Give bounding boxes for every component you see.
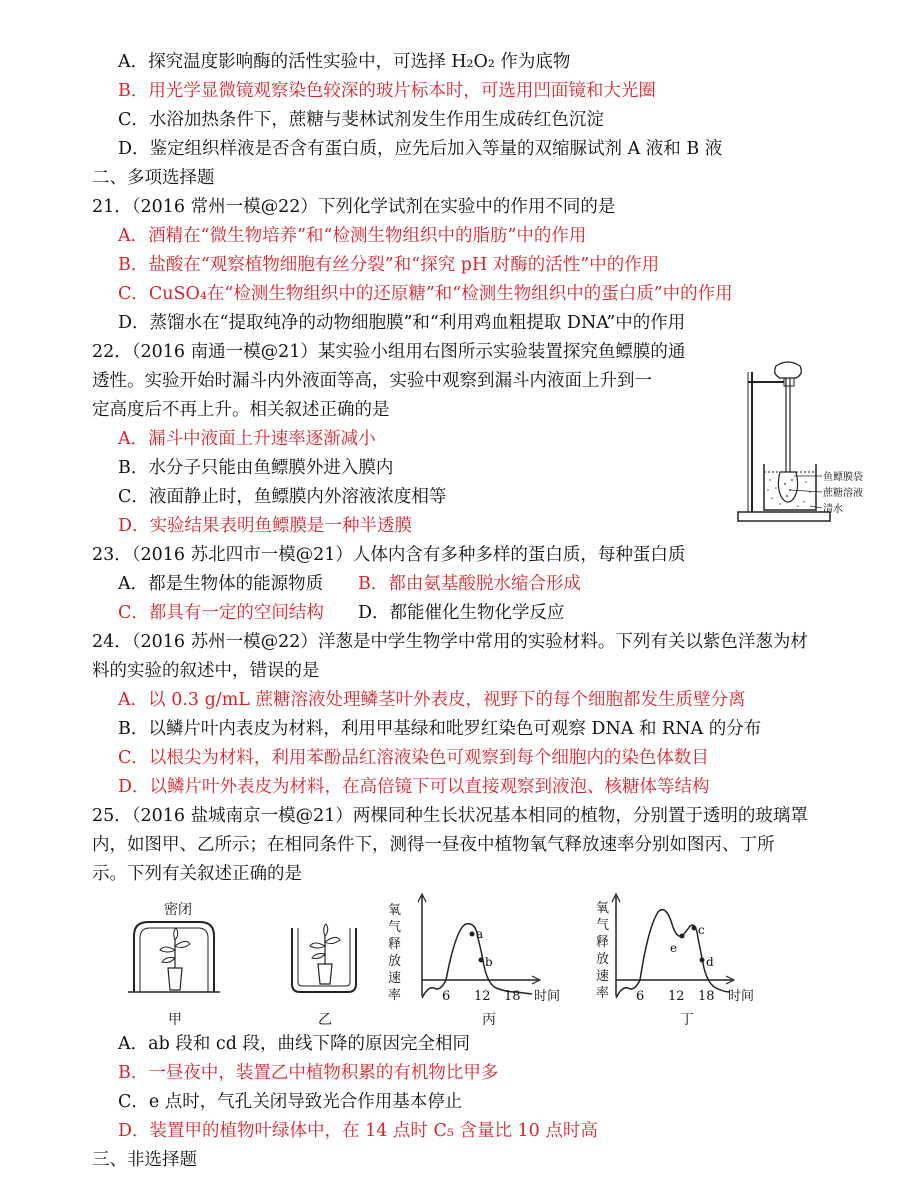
q23-option-b: B．都由氨基酸脱水缩合形成 <box>358 574 581 594</box>
tick-6: 6 <box>442 989 451 1004</box>
graph-bing <box>388 894 560 1028</box>
q25-option-b: B．一昼夜中，装置乙中植物积累的有机物比甲多 <box>118 1063 499 1083</box>
ylabel-char: 释 <box>388 937 402 952</box>
ylabel-char: 放 <box>596 952 610 967</box>
q24-stem-line1: 24．（2016 苏州一模@22）洋葱是中学生物学中常用的实验材料。下列有关以紫色洋葱为材 <box>92 632 808 652</box>
q24-option-b: B．以鳞片叶内表皮为材料，利用甲基绿和吡罗红染色可观察 DNA 和 RNA 的分布 <box>118 719 762 739</box>
ylabel-char: 氧 <box>596 901 610 916</box>
osmosis-apparatus-figure <box>730 360 880 525</box>
q24-option-d: D．以鳞片叶外表皮为材料，在高倍镜下可以直接观察到液泡、核糖体等结构 <box>118 777 710 797</box>
point-b: b <box>485 955 493 969</box>
q25-stem-line2: 内，如图甲、乙所示；在相同条件下，测得一昼夜中植物氧气释放速率分别如图丙、丁所 <box>92 835 775 855</box>
section-heading-multiple-choice: 二、多项选择题 <box>92 168 215 188</box>
q22-option-a: A．漏斗中液面上升速率逐渐减小 <box>118 429 376 449</box>
q21-option-c: C．CuSO₄在“检测生物组织中的还原糖”和“检测生物组织中的蛋白质”中的作用 <box>118 284 733 304</box>
q22-option-d: D．实验结果表明鱼鳔膜是一种半透膜 <box>118 516 413 536</box>
label-sucrose-solution: 蔗糖溶液 <box>823 488 863 499</box>
tick-18: 18 <box>698 989 715 1004</box>
q25-stem-line1: 25．（2016 盐城南京一模@21）两棵同种生长状况基本相同的植物，分别置于透明的玻璃罩 <box>92 806 808 826</box>
section-heading-non-choice: 三、非选择题 <box>92 1150 197 1170</box>
ylabel-char: 气 <box>388 920 402 935</box>
label-membrane-bag: 鱼鳔膜袋 <box>823 472 863 483</box>
tick-12: 12 <box>668 989 685 1004</box>
q25-figure <box>120 888 780 1030</box>
xlabel-time: 时间 <box>728 989 755 1004</box>
q21-stem: 21．（2016 常州一模@22）下列化学试剂在实验中的作用不同的是 <box>92 197 616 217</box>
ylabel-char: 气 <box>596 918 610 933</box>
tick-6: 6 <box>636 989 645 1004</box>
q23-option-d: D．都能催化生物化学反应 <box>358 603 565 623</box>
tick-12: 12 <box>474 989 491 1004</box>
q23-option-a: A．都是生物体的能源物质 <box>118 574 324 594</box>
q24-stem-line2: 料的实验的叙述中，错误的是 <box>92 661 320 681</box>
q24-option-c: C．以根尖为材料，利用苯酚品红溶液染色可观察到每个细胞内的染色体数目 <box>118 748 709 768</box>
q23-stem: 23．（2016 苏北四市一模@21）人体内含有多种多样的蛋白质，每种蛋白质 <box>92 545 686 565</box>
ylabel-char: 放 <box>388 954 402 969</box>
q21-option-b: B．盐酸在“观察植物细胞有丝分裂”和“探究 pH 对酶的活性”中的作用 <box>118 255 660 275</box>
ylabel-char: 率 <box>388 988 402 1003</box>
point-d: d <box>706 955 714 969</box>
label-water: 清水 <box>823 504 843 515</box>
ylabel-char: 率 <box>596 986 610 1001</box>
ylabel-char: 速 <box>388 971 402 986</box>
q25-stem-line3: 示。下列有关叙述正确的是 <box>92 864 302 884</box>
q22-stem-line3: 定高度后不再上升。相关叙述正确的是 <box>92 400 390 420</box>
prev-option-a: A．探究温度影响酶的活性实验中，可选择 H₂O₂ 作为底物 <box>118 52 571 72</box>
label-bing: 丙 <box>482 1012 496 1028</box>
q25-option-d: D．装置甲的植物叶绿体中，在 14 点时 C₅ 含量比 10 点时高 <box>118 1121 598 1141</box>
q21-option-d: D．蒸馏水在“提取纯净的动物细胞膜”和“利用鸡血粗提取 DNA”中的作用 <box>118 313 686 333</box>
q25-option-a: A．ab 段和 cd 段，曲线下降的原因完全相同 <box>118 1034 470 1054</box>
q22-option-b: B．水分子只能由鱼鳔膜外进入膜内 <box>118 458 394 478</box>
point-a: a <box>476 927 484 941</box>
label-jia: 甲 <box>168 1012 182 1028</box>
point-e: e <box>670 941 678 955</box>
apparatus-jia <box>128 901 220 1028</box>
q22-stem-line2: 透性。实验开始时漏斗内外液面等高，实验中观察到漏斗内液面上升到一 <box>92 371 652 391</box>
apparatus-yi <box>292 924 356 1028</box>
prev-option-d: D．鉴定组织样液是否含有蛋白质，应先后加入等量的双缩脲试剂 A 液和 B 液 <box>118 139 723 159</box>
q22-option-c: C．液面静止时，鱼鳔膜内外溶液浓度相等 <box>118 487 447 507</box>
ylabel-char: 氧 <box>388 903 402 918</box>
point-c: c <box>698 923 705 937</box>
label-yi: 乙 <box>318 1012 332 1028</box>
tick-18: 18 <box>504 989 521 1004</box>
q25-option-c: C．e 点时，气孔关闭导致光合作用基本停止 <box>118 1092 463 1112</box>
ylabel-char: 释 <box>596 935 610 950</box>
prev-option-c: C．水浴加热条件下，蔗糖与斐林试剂发生作用生成砖红色沉淀 <box>118 110 604 130</box>
xlabel-time: 时间 <box>534 989 561 1004</box>
q24-option-a: A．以 0.3 g/mL 蔗糖溶液处理鳞茎叶外表皮，视野下的每个细胞都发生质壁分离 <box>118 690 746 710</box>
label-sealed: 密闭 <box>164 902 192 918</box>
q21-option-a: A．酒精在“微生物培养”和“检测生物组织中的脂肪”中的作用 <box>118 226 587 246</box>
label-ding: 丁 <box>680 1012 694 1028</box>
graph-ding <box>596 894 754 1028</box>
prev-option-b: B．用光学显微镜观察染色较深的玻片标本时，可选用凹面镜和大光圈 <box>118 81 656 101</box>
q22-stem-line1: 22．（2016 南通一模@21）某实验小组用右图所示实验装置探究鱼鳔膜的通 <box>92 342 686 362</box>
q23-option-c: C．都具有一定的空间结构 <box>118 603 324 623</box>
ylabel-char: 速 <box>596 969 610 984</box>
